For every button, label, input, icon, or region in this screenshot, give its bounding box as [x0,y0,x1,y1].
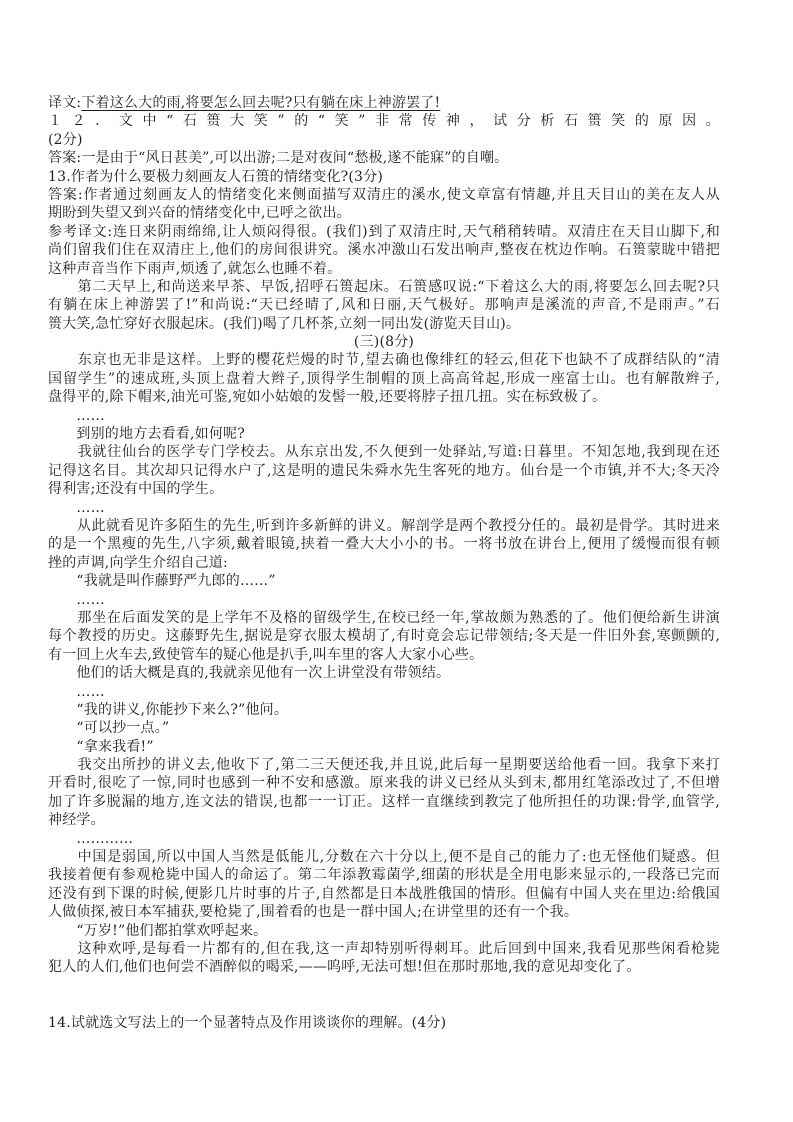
text-line: 有一回上火车去,致使管车的疑心他是扒手,叫车里的客人大家小心些。 [48,646,484,663]
text-line: 得利害;还没有中国的学生。 [48,481,224,498]
text-line: 到别的地方去看看,如何呢? [48,426,245,443]
text-line: 神经学。 [48,812,105,829]
text-line: 那坐在后面发笑的是上学年不及格的留级学生,在校已经一年,掌故颇为熟悉的了。他们便给新生讲演 [48,609,720,626]
section-heading: (三)(8分) [353,334,415,351]
text-line: 盘得平的,除下帽来,油光可鉴,宛如小姑娘的发髻一般,还要将脖子扭几扭。实在标致极了。 [48,389,607,406]
text-line: 他们的话大概是真的,我就亲见他有一次上讲堂没有带领结。 [48,665,451,682]
text-line: 记得这名目。其次却只记得水户了,这是明的遗民朱舜水先生客死的地方。仙台是一个市镇,并不大;冬天冷 [48,462,720,479]
text-line: …… [48,683,105,700]
text-line: …… [48,499,105,516]
text-line: 我交出所抄的讲义去,他收下了,第二三天便还我,并且说,此后每一星期要送给他看一回。我拿下来打 [48,757,720,774]
underlined-translation-text: 下着这么大的雨,将要怎么回去呢?只有躺在床上神游罢了! [81,95,441,111]
text-line: 国留学生”的速成班,头顶上盘着大辫子,顶得学生制帽的顶上高高耸起,形成一座富士山。也有解散辫子, [48,370,720,387]
text-line: 每个教授的历史。这藤野先生,据说是穿衣服太模胡了,有时竟会忘记带领结;冬天是一件旧外套,寒颤颤的, [48,628,720,645]
text-line: 人做侦探,被日本军捕获,要枪毙了,围着看的也是一群中国人;在讲堂里的还有一个我。 [48,904,579,921]
text-line: 答案:一是由于“风日甚美”,可以出游;二是对夜间“愁极,遂不能寐”的自嘲。 [48,150,509,167]
blank-line [48,977,720,995]
text-line: 我就往仙台的医学专门学校去。从东京出发,不久便到一处驿站,写道:日暮里。不知怎地,我到现在还 [48,444,720,461]
translation-line [48,94,720,112]
document-body [48,94,720,1032]
text-line: “我就是叫作藤野严九郎的……” [48,573,276,590]
text-line: 东京也无非是这样。上野的樱花烂熳的时节,望去确也像绯红的轻云,但花下也缺不了成群结队的“清 [48,352,720,369]
text-line: 从此就看见许多陌生的先生,听到许多新鲜的讲义。解剖学是两个教授分任的。最初是骨学。其时进来 [48,517,720,534]
text-line: 这种声音当作下雨声,烦透了,就怎么也睡不着。 [48,260,342,277]
text-line: １２．文中“石篑大笑”的“笑”非常传神，试分析石篑笑的原因。 [48,113,720,130]
translation-label: 译文: [48,95,82,111]
text-line: “拿来我看!” [48,738,154,755]
text-line: “可以抄一点。” [48,720,170,737]
text-line: 还没有到下课的时候,便影几片时事的片子,自然都是日本战胜俄国的情形。但偏有中国人夹在里边:给俄国 [48,885,720,902]
text-line: 的是一个黑瘦的先生,八字须,戴着眼镜,挟着一叠大大小小的书。一将书放在讲台上,便用了缓慢而很有顿 [48,536,720,553]
text-line: 尚们留我们住在双清庄上,他们的房间很讲究。溪水冲激山石发出响声,整夜在枕边作响。石篑蒙眬中错把 [48,242,720,259]
text-line: 我接着便有参观枪毙中国人的命运了。第二年添教霉菌学,细菌的形状是全用电影来显示的,一段落已完而 [48,867,720,884]
text-line: 参考译文:连日来阴雨绵绵,让人烦闷得很。(我们)到了双清庄时,天气稍稍转晴。双清庄在天目山脚下,和 [48,223,720,240]
text-line: 这种欢呼,是每看一片都有的,但在我,这一声却特别听得刺耳。此后回到中国来,我看见那些闲看枪毙 [48,940,720,957]
blank-line [48,995,720,1013]
text-line: 13.作者为什么要极力刻画友人石篑的情绪变化?(3分) [48,168,384,185]
text-line: “万岁!”他们都拍掌欢呼起来。 [48,922,268,939]
text-line: 加了许多脱漏的地方,连文法的错误,也都一一订正。这样一直继续到教完了他所担任的功课:骨学,血管学, [48,793,720,810]
text-line: (2分) [48,131,83,148]
text-line: 期盼到失望又到兴奋的情绪变化中,已呼之欲出。 [48,205,351,222]
text-line: 篑大笑,急忙穿好衣服起床。(我们)喝了几杯茶,立刻一同出发(游览天目山)。 [48,315,521,332]
text-line: “我的讲义,你能抄下来么?”他问。 [48,701,289,718]
text-line: ………… [48,830,134,847]
text-line: …… [48,407,105,424]
text-line: …… [48,591,105,608]
text-line: 答案:作者通过刻画友人的情绪变化来侧面描写双清庄的溪水,使文章富有情趣,并且天目山的美在友人从 [48,186,720,203]
text-line: 14.试就选文写法上的一个显著特点及作用谈谈你的理解。(4分) [48,1014,447,1031]
text-line: 中国是弱国,所以中国人当然是低能儿,分数在六十分以上,便不是自己的能力了:也无怪他们疑惑。但 [48,849,720,866]
text-line: 第二天早上,和尚送来早茶、早饭,招呼石篑起床。石篑感叹说:“下着这么大的雨,将要怎么回去呢?只 [48,278,720,295]
text-line: 开看时,很吃了一惊,同时也感到一种不安和感激。原来我的讲义已经从头到末,都用红笔添改过了,不但增 [48,775,720,792]
text-line: 有躺在床上神游罢了!”和尚说:“天已经晴了,风和日丽,天气极好。那响声是溪流的声音,不是雨声。”石 [48,297,720,314]
text-line: 犯人的人们,他们也何尝不酒醉似的喝采,——呜呼,无法可想!但在那时那地,我的意见却变化了。 [48,959,641,976]
text-line: 挫的声调,向学生介绍自己道: [48,554,228,571]
